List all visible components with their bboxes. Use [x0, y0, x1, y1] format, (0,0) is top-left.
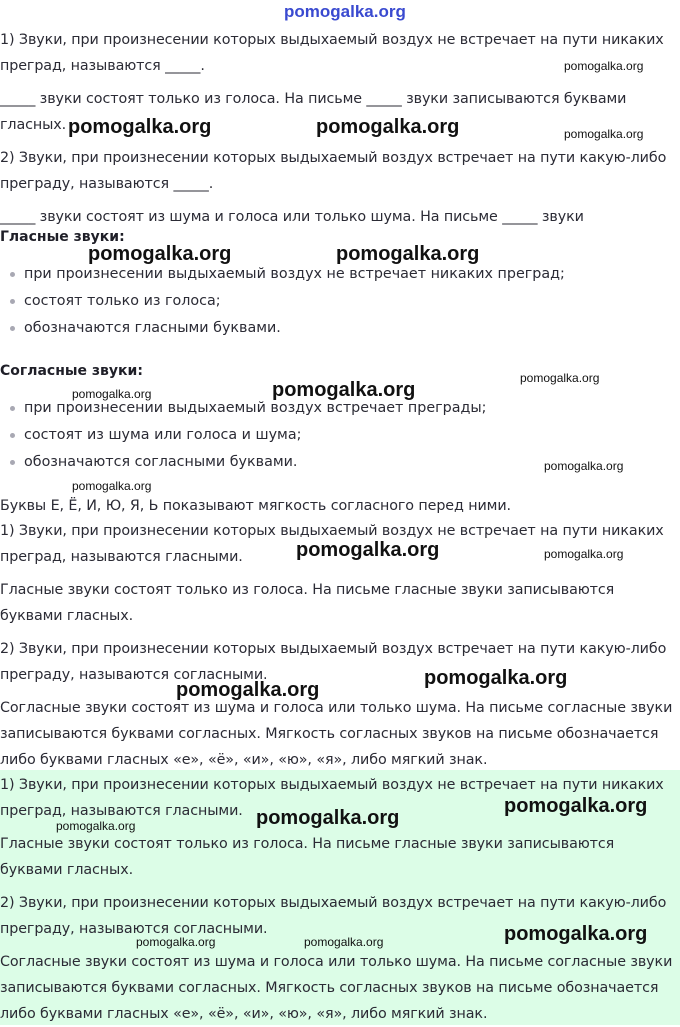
answer-2b-line-1: Согласные звуки состоят из шума и голоса или только шума. На письме согласные звуки: [0, 700, 673, 716]
final-2b-line-2: записываются буквами согласных. Мягкость согласных звуков на письме обозначается: [0, 980, 659, 996]
list-item: состоят из шума или голоса и шума;: [0, 422, 486, 449]
watermark: pomogalka.org: [504, 795, 648, 817]
bullet-icon: [10, 326, 15, 331]
list-item: обозначаются согласными буквами.: [0, 449, 486, 476]
bullet-icon: [10, 433, 15, 438]
watermark: pomogalka.org: [544, 459, 624, 473]
answer-2b-line-2: записываются буквами согласных. Мягкость согласных звуков на письме обозначается: [0, 726, 659, 742]
final-1b-line-2: буквами гласных.: [0, 862, 134, 878]
watermark: pomogalka.org: [56, 819, 136, 833]
answer-1b-line-2: буквами гласных.: [0, 608, 134, 624]
final-1-line-2: преград, называются гласными.: [0, 803, 243, 819]
list-item: при произнесении выдыхаемый воздух не встречает никаких преград;: [0, 261, 565, 288]
watermark: pomogalka.org: [68, 116, 212, 138]
question-2b-line-1: _____ звуки состоят из шума и голоса или только шума. На письме _____ звуки: [0, 209, 584, 225]
consonants-list: [0, 395, 486, 476]
question-2-line-2: преграду, называются _____.: [0, 176, 214, 192]
list-item: состоят только из голоса;: [0, 288, 565, 315]
question-2-line-1: 2) Звуки, при произнесении которых выдыхаемый воздух встречает на пути какую-либо: [0, 150, 667, 166]
final-2-line-2: преграду, называются согласными.: [0, 921, 268, 937]
answer-2-line-1: 2) Звуки, при произнесении которых выдыхаемый воздух встречает на пути какую-либо: [0, 641, 667, 657]
watermark: pomogalka.org: [424, 667, 568, 689]
watermark: pomogalka.org: [520, 371, 600, 385]
final-1-line-1: 1) Звуки, при произнесении которых выдыхаемый воздух не встречает на пути никаких: [0, 777, 664, 793]
watermark: pomogalka.org: [88, 243, 232, 265]
final-1b-line-1: Гласные звуки состоят только из голоса. На письме гласные звуки записываются: [0, 836, 615, 852]
site-logo[interactable]: pomogalka.org: [284, 2, 406, 21]
vowels-heading: Гласные звуки:: [0, 229, 125, 245]
watermark: pomogalka.org: [316, 116, 460, 138]
question-1-line-2: преград, называются _____.: [0, 58, 205, 74]
watermark: pomogalka.org: [256, 807, 400, 829]
watermark: pomogalka.org: [136, 935, 216, 949]
watermark: pomogalka.org: [176, 679, 320, 701]
softness-note: Буквы Е, Ё, И, Ю, Я, Ь показывают мягкость согласного перед ними.: [0, 498, 511, 514]
question-1-line-1: 1) Звуки, при произнесении которых выдыхаемый воздух не встречает на пути никаких: [0, 32, 664, 48]
list-item: обозначаются гласными буквами.: [0, 315, 565, 342]
watermark: pomogalka.org: [544, 547, 624, 561]
watermark: pomogalka.org: [564, 59, 644, 73]
answer-1-line-2: преград, называются гласными.: [0, 549, 243, 565]
watermark: pomogalka.org: [72, 387, 152, 401]
question-1b-line-1: _____ звуки состоят только из голоса. На письме _____ звуки записываются буквами: [0, 91, 627, 107]
bullet-icon: [10, 460, 15, 465]
vowels-list: [0, 261, 565, 342]
watermark: pomogalka.org: [304, 935, 384, 949]
consonants-heading: Согласные звуки:: [0, 363, 143, 379]
bullet-icon: [10, 299, 15, 304]
watermark: pomogalka.org: [72, 479, 152, 493]
watermark: pomogalka.org: [504, 923, 648, 945]
bullet-icon: [10, 406, 15, 411]
final-2b-line-1: Согласные звуки состоят из шума и голоса или только шума. На письме согласные звуки: [0, 954, 673, 970]
answer-2b-line-3: либо буквами гласных «е», «ё», «и», «ю», «я», либо мягкий знак.: [0, 752, 488, 768]
answer-1b-line-1: Гласные звуки состоят только из голоса. На письме гласные звуки записываются: [0, 582, 615, 598]
list-item: при произнесении выдыхаемый воздух встречает преграды;: [0, 395, 486, 422]
bullet-icon: [10, 272, 15, 277]
watermark: pomogalka.org: [272, 379, 416, 401]
question-1b-line-2: гласных.: [0, 117, 67, 133]
answer-2-line-2: преграду, называются согласными.: [0, 667, 268, 683]
watermark: pomogalka.org: [336, 243, 480, 265]
answer-1-line-1: 1) Звуки, при произнесении которых выдыхаемый воздух не встречает на пути никаких: [0, 523, 664, 539]
watermark: pomogalka.org: [564, 127, 644, 141]
final-2-line-1: 2) Звуки, при произнесении которых выдыхаемый воздух встречает на пути какую-либо: [0, 895, 667, 911]
final-2b-line-3: либо буквами гласных «е», «ё», «и», «ю», «я», либо мягкий знак.: [0, 1006, 488, 1022]
watermark: pomogalka.org: [296, 539, 440, 561]
